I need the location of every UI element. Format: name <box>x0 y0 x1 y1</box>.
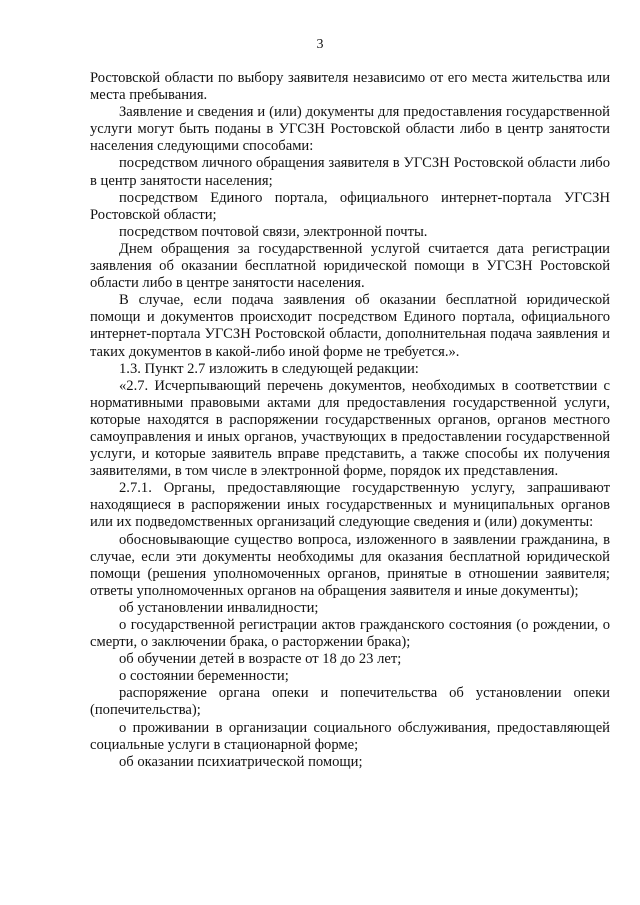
paragraph: Заявление и сведения и (или) документы для предоставления государственной услуги могут быть поданы в УГСЗН Ростовской области либо в центр занятости населения следующими способами: <box>90 104 610 155</box>
paragraph: об обучении детей в возрасте от 18 до 23 лет; <box>119 651 402 668</box>
paragraph: о состоянии беременности; <box>119 668 289 685</box>
paragraph: 2.7.1. Органы, предоставляющие государственную услугу, запрашивают находящиеся в распоряжении иных государственных и муниципальных органов или их подведомственных организаций следующие сведения и (или) документы: <box>90 480 610 531</box>
document-body <box>90 70 610 771</box>
paragraph: обосновывающие существо вопроса, изложенного в заявлении гражданина, в случае, если эти документы необходимы для оказания бесплатной юридической помощи (решения уполномоченных органов, принятые в отношении заявителя; ответы уполномоченных органов на обращения заявителя и иные документы); <box>90 531 610 599</box>
paragraph: об установлении инвалидности; <box>119 599 319 616</box>
paragraph: распоряжение органа опеки и попечительства об установлении опеки (попечительства); <box>90 685 610 719</box>
paragraph: посредством почтовой связи, электронной почты. <box>119 223 428 240</box>
paragraph: посредством личного обращения заявителя в УГСЗН Ростовской области либо в центр занятости населения; <box>90 155 610 189</box>
paragraph: о проживании в организации социального обслуживания, предоставляющей социальные услуги в стационарной форме; <box>90 719 610 753</box>
paragraph: об оказании психиатрической помощи; <box>119 753 363 770</box>
paragraph: Днем обращения за государственной услугой считается дата регистрации заявления об оказании бесплатной юридической помощи в УГСЗН Ростовской области либо в центре занятости населения. <box>90 240 610 292</box>
paragraph: В случае, если подача заявления об оказании бесплатной юридической помощи и документов происходит посредством Единого портала, официального интернет-портала УГСЗН Ростовской области, дополнительная подача заявления и таких документов в какой-либо иной форме не требуется.». <box>90 292 610 360</box>
paragraph: о государственной регистрации актов гражданского состояния (о рождении, о смерти, о заключении брака, о расторжении брака); <box>90 617 610 651</box>
page-number: 3 <box>316 37 324 52</box>
paragraph: Ростовской области по выбору заявителя независимо от его места жительства или места пребывания. <box>90 70 610 104</box>
paragraph: посредством Единого портала, официального интернет-портала УГСЗН Ростовской области; <box>90 189 610 223</box>
paragraph: 1.3. Пункт 2.7 изложить в следующей редакции: <box>119 360 419 377</box>
paragraph: «2.7. Исчерпывающий перечень документов, необходимых в соответствии с нормативными правовыми актами для предоставления государственной услуги, которые находятся в распоряжении государственных органов, органов местного самоуправления и иных органов, участвующих в предоставлении государственной услуги, и которые заявитель вправе представить, а также способы их получения заявителями, в том числе в электронной форме, порядок их представления. <box>90 377 610 480</box>
